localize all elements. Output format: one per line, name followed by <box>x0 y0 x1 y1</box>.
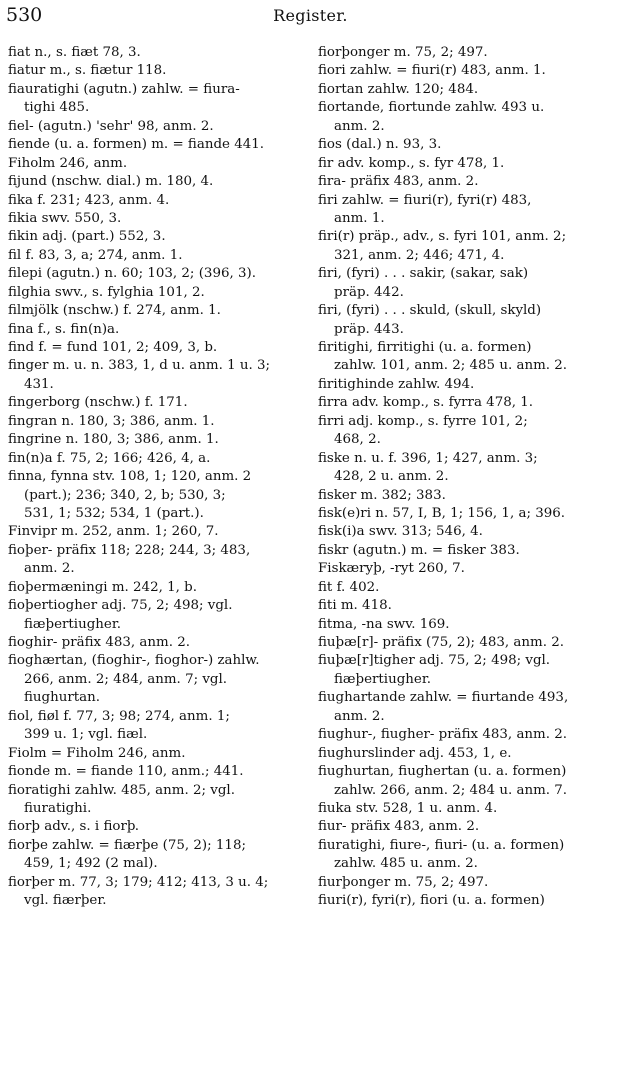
index-entry-line: fiuka stv. 528, 1 u. anm. 4. <box>318 800 498 816</box>
index-entry-line: 468, 2. <box>334 432 381 448</box>
index-entry-line: fiori zahlw. = fiuri(r) 483, anm. 1. <box>318 63 546 79</box>
index-entry-line: 459, 1; 492 (2 mal). <box>24 856 158 872</box>
page-number: 530 <box>6 4 43 26</box>
index-entry-line: fiskr (agutn.) m. = fisker 383. <box>318 542 520 558</box>
index-entry-line: fika f. 231; 423, anm. 4. <box>8 192 170 208</box>
index-entry-line: Fiholm 246, anm. <box>8 155 128 171</box>
index-entry-line: fiske n. u. f. 396, 1; 427, anm. 3; <box>318 450 538 466</box>
index-entry-line: filepi (agutn.) n. 60; 103, 2; (396, 3). <box>8 266 256 282</box>
index-entry-line: 428, 2 u. anm. 2. <box>334 469 449 485</box>
index-entry-line: firi, (fyri) . . . skuld, (skull, skyld) <box>318 303 542 319</box>
index-entry-line: 321, anm. 2; 446; 471, 4. <box>334 247 505 263</box>
index-entry-line: vgl. fiærþer. <box>24 893 107 909</box>
index-entry-line: zahlw. 101, anm. 2; 485 u. anm. 2. <box>334 358 568 374</box>
index-entry-line: tighi 485. <box>24 100 90 116</box>
index-entry-line: fingerborg (nschw.) f. 171. <box>8 395 188 411</box>
index-entry-line: fiuri(r), fyri(r), fiori (u. a. formen) <box>318 893 545 909</box>
index-entry-line: fiorþe zahlw. = fiærþe (75, 2); 118; <box>8 837 246 853</box>
index-entry-line: fiughurtan. <box>24 690 101 706</box>
index-entry-line: firitighi, firritighi (u. a. formen) <box>318 340 532 355</box>
index-entry-line: 399 u. 1; vgl. fiæl. <box>24 727 148 743</box>
index-entry-line: firra adv. komp., s. fyrra 478, 1. <box>318 395 534 411</box>
index-entry-line: firitighinde zahlw. 494. <box>318 376 475 392</box>
index-entry-line: präp. 442. <box>334 284 404 300</box>
index-entry-line: fiende (u. a. formen) m. = fiande 441. <box>8 137 265 153</box>
index-entry-line: fil f. 83, 3, a; 274, anm. 1. <box>8 247 183 263</box>
index-entry-line: zahlw. 266, anm. 2; 484 u. anm. 7. <box>334 782 568 798</box>
index-entry-line: 531, 1; 532; 534, 1 (part.). <box>24 505 204 521</box>
index-entry-line: fiti m. 418. <box>318 598 392 614</box>
index-entry-line: Fiolm = Fiholm 246, anm. <box>8 745 186 761</box>
index-entry-line: präp. 443. <box>334 321 404 337</box>
index-entry-line: fiorþ adv., s. i fiorþ. <box>8 819 140 835</box>
index-entry-line: anm. 1. <box>334 210 385 226</box>
index-entry-line: fisker m. 382; 383. <box>318 487 446 503</box>
index-entry-line: fiortande, fiortunde zahlw. 493 u. <box>318 100 545 116</box>
index-entry-line: fiauratighi (agutn.) zahlw. = fiura- <box>8 81 240 97</box>
index-entry-line: fikia swv. 550, 3. <box>8 210 122 226</box>
index-entry-line: fisk(i)a swv. 313; 546, 4. <box>318 524 483 540</box>
index-entry-line: fiorþonger m. 75, 2; 497. <box>318 45 488 60</box>
index-entry-line: fiughur-, fiugher- präfix 483, anm. 2. <box>318 727 568 743</box>
index-entry-line: fiol, fiøl f. 77, 3; 98; 274, anm. 1; <box>8 708 230 724</box>
index-entry-line: fira- präfix 483, anm. 2. <box>318 174 479 190</box>
index-entry-line: 266, anm. 2; 484, anm. 7; vgl. <box>24 671 228 687</box>
index-entry-line: fioþertiogher adj. 75, 2; 498; vgl. <box>8 598 233 614</box>
index-entry-line: fioghir- präfix 483, anm. 2. <box>8 635 191 650</box>
index-entry-line: filghia swv., s. fylghia 101, 2. <box>8 284 205 300</box>
index-entry-line: fiughurtan, fiughertan (u. a. formen) <box>318 764 567 780</box>
index-entry-line: fiortan zahlw. 120; 484. <box>318 81 479 97</box>
index-entry-line: fiæþertiugher. <box>334 671 432 687</box>
index-entry-line: find f. = fund 101, 2; 409, 3, b. <box>8 340 218 355</box>
index-entry-line: fiur- präfix 483, anm. 2. <box>318 819 480 835</box>
index-entry-line: fiuratighi. <box>24 800 92 816</box>
index-entry-line: fioþer- präfix 118; 228; 244, 3; 483, <box>8 542 251 558</box>
index-entry-line: fiughartande zahlw. = fiurtande 493, <box>318 690 569 706</box>
index-entry-line: anm. 2. <box>334 708 385 724</box>
index-entry-line: Fiskæryþ, -ryt 260, 7. <box>318 561 465 577</box>
index-entry-line: 431. <box>24 376 54 392</box>
index-entry-line: fiatur m., s. fiætur 118. <box>8 63 167 79</box>
index-entry-line: fingran n. 180, 3; 386, anm. 1. <box>8 413 215 429</box>
index-entry-line: fit f. 402. <box>318 579 380 595</box>
index-entry-line: firri adj. komp., s. fyrre 101, 2; <box>318 413 528 429</box>
index-entry-line: finger m. u. n. 383, 1, d u. anm. 1 u. 3; <box>8 358 271 374</box>
index-entry-line: fikin adj. (part.) 552, 3. <box>8 229 166 245</box>
index-entry-line: firi, (fyri) . . . sakir, (sakar, sak) <box>318 266 529 282</box>
index-entry-line: finna, fynna stv. 108, 1; 120, anm. 2 <box>8 469 252 485</box>
right-column <box>318 44 614 911</box>
index-entry-line: fiuratighi, fiure-, fiuri- (u. a. formen) <box>318 837 565 853</box>
index-entry-line: fiughurslinder adj. 453, 1, e. <box>318 745 512 761</box>
index-entry-line: fiuþæ[r]- präfix (75, 2); 483, anm. 2. <box>318 635 564 650</box>
index-entry-line: fisk(e)ri n. 57, I, B, 1; 156, 1, a; 396. <box>318 505 566 521</box>
index-entry-line: anm. 2. <box>24 561 75 577</box>
index-entry-line: fir adv. komp., s. fyr 478, 1. <box>318 155 505 171</box>
left-column <box>8 44 304 911</box>
index-entry-line: anm. 2. <box>334 118 385 134</box>
index-entry-line: fiæþertiugher. <box>24 616 122 632</box>
index-entry-line: fiurþonger m. 75, 2; 497. <box>318 874 489 890</box>
running-title: Register. <box>273 6 348 25</box>
index-entry-line: fioghærtan, (fioghir-, fioghor-) zahlw. <box>8 653 260 669</box>
index-entry-line: fiat n., s. fiæt 78, 3. <box>8 45 141 60</box>
index-entry-line: fionde m. = fiande 110, anm.; 441. <box>8 764 244 780</box>
index-entry-line: fijund (nschw. dial.) m. 180, 4. <box>8 174 214 190</box>
index-entry-line: fios (dal.) n. 93, 3. <box>318 137 442 153</box>
index-entry-line: fiorþer m. 77, 3; 179; 412; 413, 3 u. 4; <box>8 874 269 890</box>
index-entry-line: fina f., s. fin(n)a. <box>8 321 120 337</box>
index-entry-line: filmjölk (nschw.) f. 274, anm. 1. <box>8 303 221 319</box>
index-entry-line: zahlw. 485 u. anm. 2. <box>334 856 478 872</box>
index-entry-line: fitma, -na swv. 169. <box>318 616 450 632</box>
index-entry-line: fioþermæningi m. 242, 1, b. <box>8 579 197 595</box>
index-entry-line: fiel- (agutn.) 'sehr' 98, anm. 2. <box>8 118 214 134</box>
index-entry-line: fin(n)a f. 75, 2; 166; 426, 4, a. <box>8 450 211 466</box>
index-entry-line: Finvipr m. 252, anm. 1; 260, 7. <box>8 524 219 540</box>
index-entry-line: fioratighi zahlw. 485, anm. 2; vgl. <box>8 782 235 798</box>
index-entry-line: fingrine n. 180, 3; 386, anm. 1. <box>8 432 219 448</box>
index-entry-line: fiuþæ[r]tigher adj. 75, 2; 498; vgl. <box>318 653 551 669</box>
index-entry-line: firi zahlw. = fiuri(r), fyri(r) 483, <box>318 192 532 208</box>
index-entry-line: firi(r) präp., adv., s. fyri 101, anm. 2; <box>318 229 567 245</box>
index-entry-line: (part.); 236; 340, 2, b; 530, 3; <box>24 487 226 503</box>
